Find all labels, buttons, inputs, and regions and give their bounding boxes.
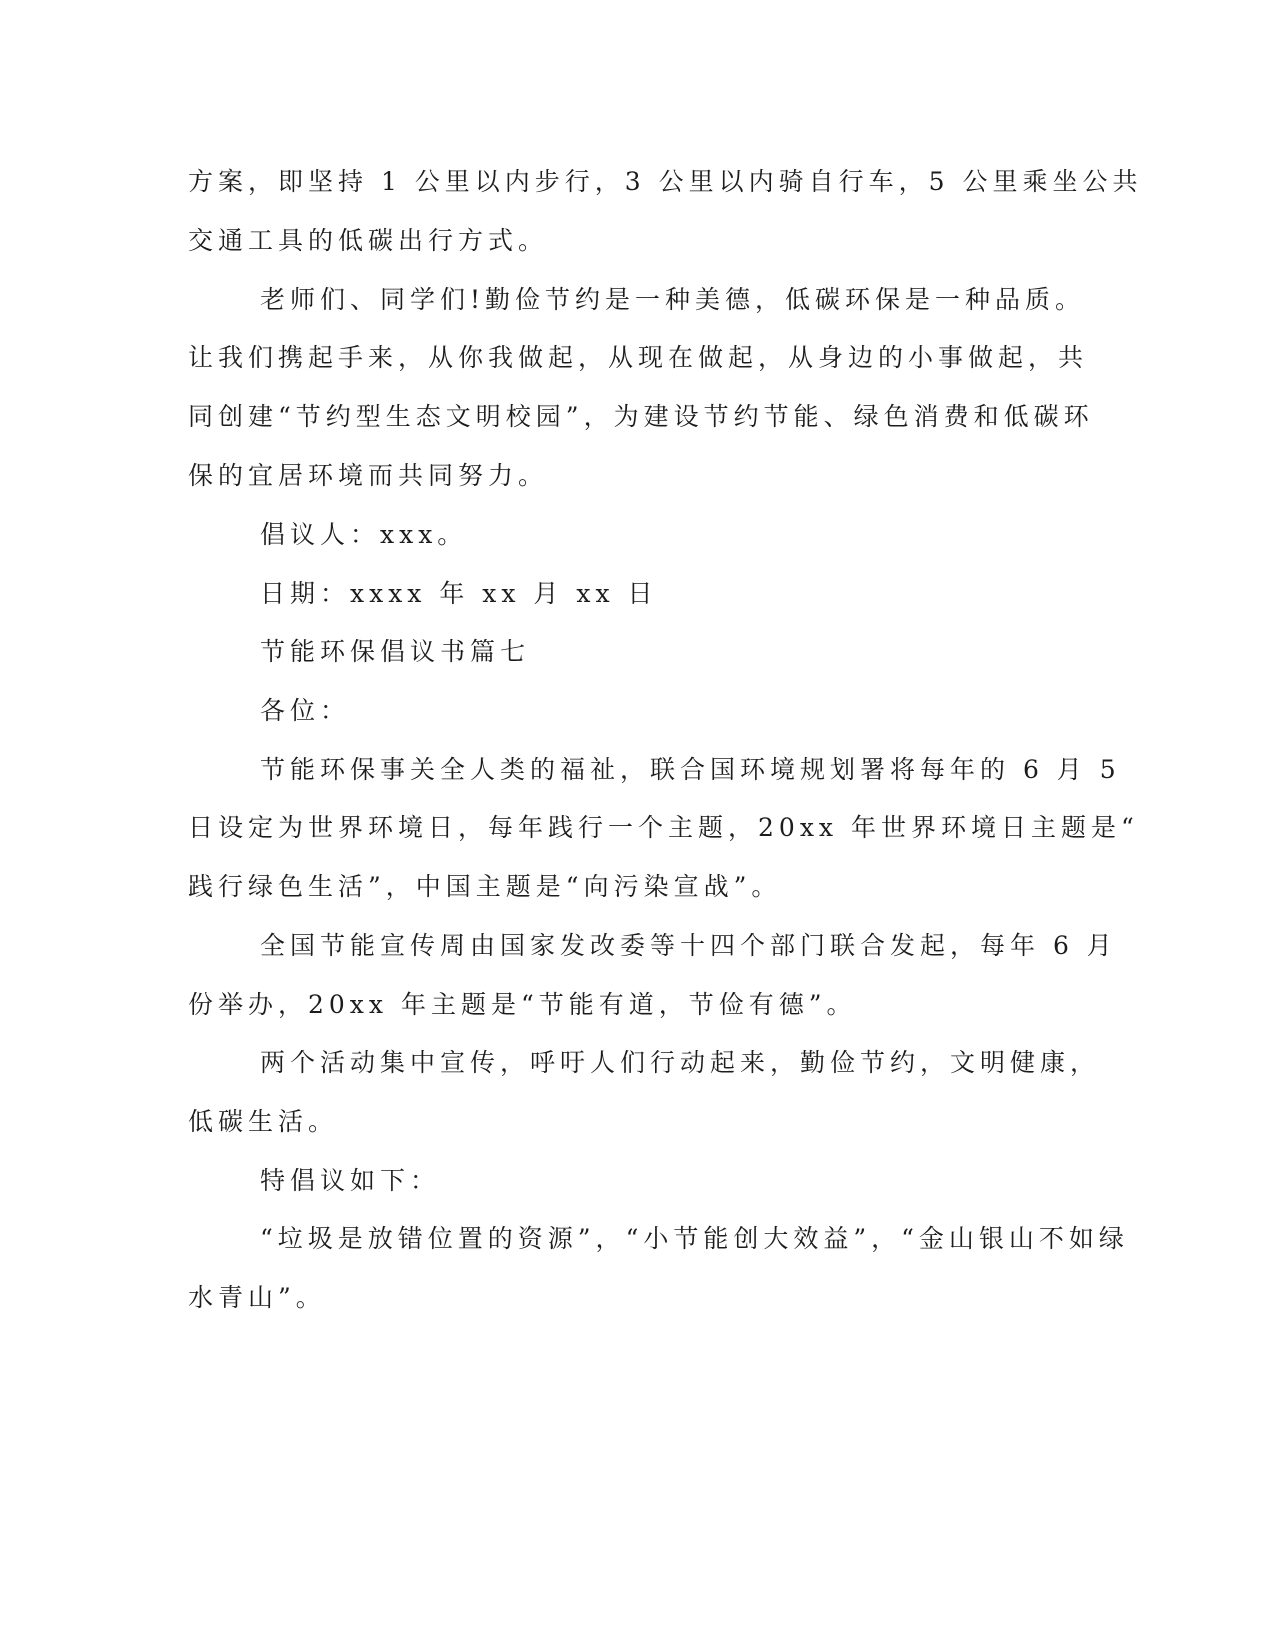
text-line: 特倡议如下： bbox=[260, 1166, 441, 1195]
text-line: 保的宜居环境而共同努力。 bbox=[188, 461, 549, 490]
text-line: 份举办，20xx 年主题是“节能有道，节俭有德”。 bbox=[188, 990, 857, 1019]
section-title: 节能环保倡议书篇七 bbox=[260, 637, 531, 666]
signature-line: 倡议人：xxx。 bbox=[260, 520, 468, 549]
text-line: 全国节能宣传周由国家发改委等十四个部门联合发起，每年 6 月 bbox=[260, 931, 1117, 960]
date-line: 日期：xxxx 年 xx 月 xx 日 bbox=[260, 579, 658, 608]
text-line: 水青山”。 bbox=[188, 1283, 326, 1312]
text-line: “垃圾是放错位置的资源”，“小节能创大效益”，“金山银山不如绿 bbox=[260, 1224, 1129, 1253]
text-line: 让我们携起手来，从你我做起，从现在做起，从身边的小事做起，共 bbox=[188, 343, 1089, 372]
text-line: 低碳生活。 bbox=[188, 1107, 339, 1136]
text-line: 交通工具的低碳出行方式。 bbox=[188, 226, 549, 255]
text-line: 节能环保事关全人类的福祉，联合国环境规划署将每年的 6 月 5 bbox=[260, 755, 1121, 784]
text-line: 日设定为世界环境日，每年践行一个主题，20xx 年世界环境日主题是“ bbox=[188, 813, 1139, 842]
text-line: 方案，即坚持 1 公里以内步行，3 公里以内骑自行车，5 公里乘坐公共 bbox=[188, 167, 1143, 196]
text-line: 同创建“节约型生态文明校园”，为建设节约节能、绿色消费和低碳环 bbox=[188, 402, 1094, 431]
text-line: 老师们、同学们!勤俭节约是一种美德，低碳环保是一种品质。 bbox=[260, 285, 1086, 314]
salutation: 各位： bbox=[260, 696, 351, 725]
text-line: 两个活动集中宣传，呼吁人们行动起来，勤俭节约，文明健康， bbox=[260, 1048, 1101, 1077]
text-line: 践行绿色生活”，中国主题是“向污染宣战”。 bbox=[188, 872, 782, 901]
